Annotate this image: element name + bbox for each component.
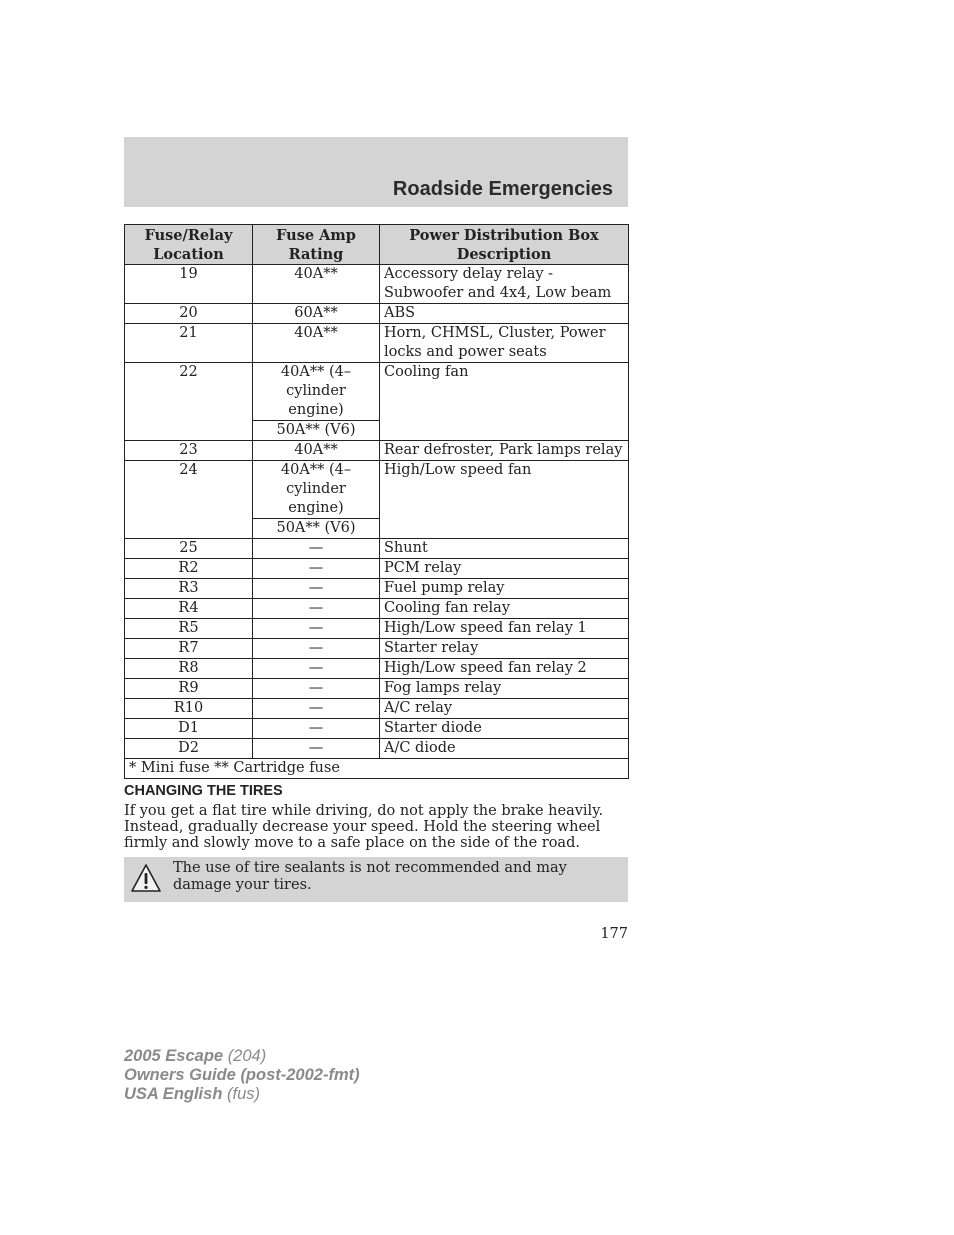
fuse-description-cell: A/C diode [380,739,629,759]
fuse-rating-cell: — [253,599,380,619]
fuse-location-cell: 25 [125,539,253,559]
footer-language-line: USA English (fus) [124,1085,260,1103]
fuse-description-cell: Fuel pump relay [380,579,629,599]
fuse-rating-cell: — [253,559,380,579]
section-paragraph: If you get a flat tire while driving, do not apply the brake heavily. Instead, gradually decrease your speed. Hold the steering wheel firmly and slowly move to a safe place on the side of the road. [124,803,604,851]
fuse-description-cell: Cooling fan [380,363,629,441]
table-row [125,619,629,639]
fuse-rating-cell: 40A** (4–cylinder engine) [253,461,380,519]
column-header: Fuse/Relay Location [125,225,253,265]
fuse-table-body [125,265,629,759]
fuse-rating-cell: 40A** (4–cylinder engine) [253,363,380,421]
page-number: 177 [600,926,628,942]
fuse-rating-cell: 40A** [253,324,380,363]
fuse-location-cell: 20 [125,304,253,324]
fuse-location-cell: R8 [125,659,253,679]
fuse-description-cell: A/C relay [380,699,629,719]
fuse-location-cell: 19 [125,265,253,304]
warning-triangle-icon [130,863,162,893]
table-row [125,265,629,304]
table-row [125,599,629,619]
fuse-description-cell: Starter diode [380,719,629,739]
table-row [125,441,629,461]
fuse-location-cell: R3 [125,579,253,599]
footer-guide-line: Owners Guide (post-2002-fmt) [124,1066,360,1084]
fuse-rating-cell: — [253,699,380,719]
column-header: Fuse Amp Rating [253,225,380,265]
fuse-location-cell: R10 [125,699,253,719]
fuse-location-cell: 22 [125,363,253,441]
table-row [125,539,629,559]
fuse-description-cell: Fog lamps relay [380,679,629,699]
table-row [125,304,629,324]
fuse-description-cell: High/Low speed fan [380,461,629,539]
table-row [125,739,629,759]
fuse-location-cell: R4 [125,599,253,619]
fuse-location-cell: 23 [125,441,253,461]
fuse-rating-cell: — [253,639,380,659]
fuse-location-cell: 24 [125,461,253,539]
fuse-table [124,224,629,779]
section-title: Roadside Emergencies [392,178,613,200]
fuse-rating-cell: — [253,739,380,759]
fuse-rating-cell: — [253,539,380,559]
fuse-rating-cell: 40A** [253,265,380,304]
fuse-location-cell: R2 [125,559,253,579]
header-band [124,137,628,207]
table-row [125,639,629,659]
table-row [125,699,629,719]
fuse-rating-cell: 40A** [253,441,380,461]
table-row [125,461,629,519]
fuse-rating-cell: — [253,679,380,699]
fuse-location-cell: 21 [125,324,253,363]
fuse-description-cell: Starter relay [380,639,629,659]
fuse-location-cell: R9 [125,679,253,699]
warning-box [124,857,628,902]
table-header-row [125,225,629,265]
table-row [125,679,629,699]
fuse-location-cell: R5 [125,619,253,639]
fuse-rating-cell: — [253,579,380,599]
column-header: Power Distribution Box Description [380,225,629,265]
table-row [125,579,629,599]
table-footnote: * Mini fuse ** Cartridge fuse [125,759,629,779]
table-row [125,659,629,679]
table-row [125,324,629,363]
fuse-location-cell: R7 [125,639,253,659]
fuse-rating-cell: — [253,719,380,739]
fuse-rating-cell: 60A** [253,304,380,324]
fuse-description-cell: Shunt [380,539,629,559]
fuse-rating-cell: 50A** (V6) [253,519,380,539]
table-row [125,559,629,579]
fuse-location-cell: D2 [125,739,253,759]
fuse-description-cell: High/Low speed fan relay 1 [380,619,629,639]
fuse-rating-cell: — [253,619,380,639]
footer-model-line: 2005 Escape (204) [124,1047,267,1065]
fuse-rating-cell: 50A** (V6) [253,421,380,441]
table-row [125,719,629,739]
table-row [125,363,629,421]
document-footer [124,1047,360,1104]
fuse-description-cell: Cooling fan relay [380,599,629,619]
fuse-rating-cell: — [253,659,380,679]
fuse-description-cell: Horn, CHMSL, Cluster, Power locks and power seats [380,324,629,363]
table-footnote-row [125,759,629,779]
fuse-description-cell: Accessory delay relay - Subwoofer and 4x4, Low beam [380,265,629,304]
fuse-description-cell: ABS [380,304,629,324]
fuse-description-cell: PCM relay [380,559,629,579]
section-heading: CHANGING THE TIRES [124,783,283,799]
fuse-description-cell: Rear defroster, Park lamps relay [380,441,629,461]
fuse-description-cell: High/Low speed fan relay 2 [380,659,629,679]
warning-text: The use of tire sealants is not recommended and may damage your tires. [173,860,567,893]
fuse-location-cell: D1 [125,719,253,739]
